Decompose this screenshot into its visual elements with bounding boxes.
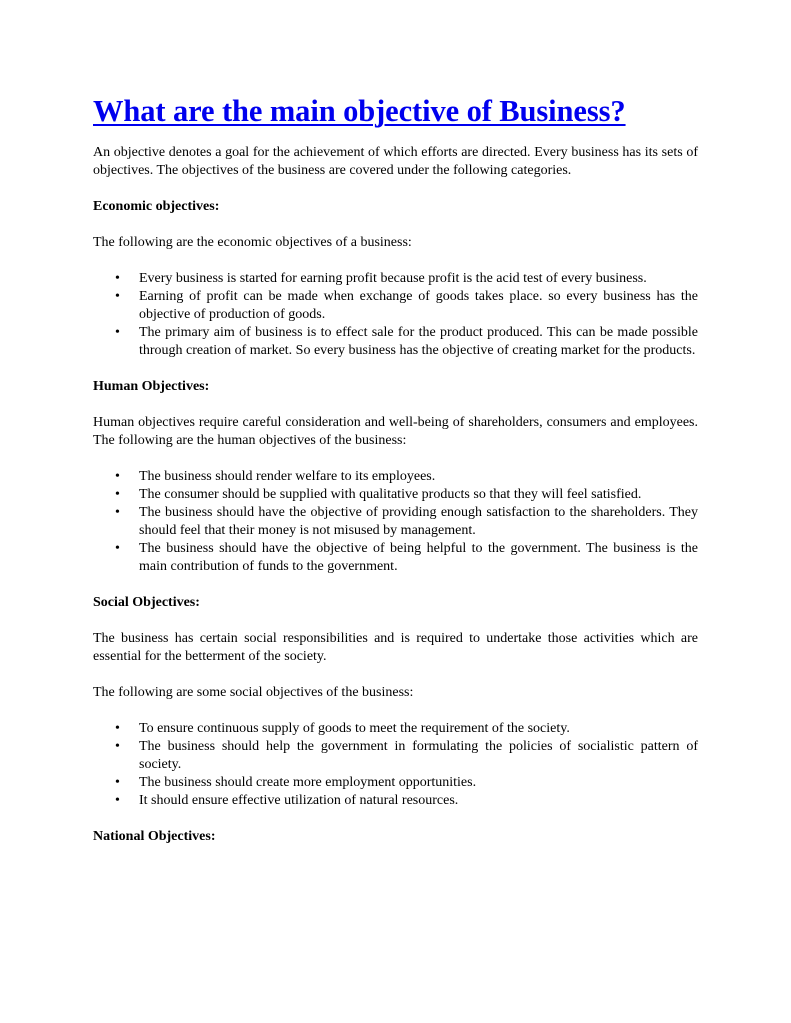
list-item: • The business should render welfare to its employees.: [93, 468, 698, 486]
list-item: • The business should help the government in formulating the policies of socialistic pattern of society.: [93, 738, 698, 774]
list-item: • Earning of profit can be made when exchange of goods takes place. so every business has the objective of production of goods.: [93, 288, 698, 324]
human-lead: Human objectives require careful consideration and well-being of shareholders, consumers and employees. The following are the human objectives of the business:: [93, 415, 698, 448]
social-lead-2: The following are some social objectives of the business:: [93, 685, 414, 700]
document-page: [93, 92, 698, 864]
list-item: • The primary aim of business is to effect sale for the product produced. This can be made possible through creation of market. So every business has the objective of creating market for the products.: [93, 324, 698, 360]
list-item: • The business should have the objective of providing enough satisfaction to the shareholders. They should feel that their money is not misused by management.: [93, 504, 698, 540]
social-list: [93, 720, 698, 810]
list-item: • The business should have the objective of being helpful to the government. The business is the main contribution of funds to the government.: [93, 540, 698, 576]
social-lead-1: The business has certain social responsibilities and is required to undertake those activities which are essential for the betterment of the society.: [93, 631, 698, 664]
social-heading: Social Objectives:: [93, 595, 200, 610]
list-item: • The consumer should be supplied with qualitative products so that they will feel satisfied.: [93, 486, 698, 504]
economic-heading: Economic objectives:: [93, 199, 220, 214]
list-item: • The business should create more employment opportunities.: [93, 774, 698, 792]
human-heading: Human Objectives:: [93, 379, 210, 394]
list-item: • To ensure continuous supply of goods to meet the requirement of the society.: [93, 720, 698, 738]
economic-lead: The following are the economic objectives of a business:: [93, 235, 412, 250]
list-item: • It should ensure effective utilization of natural resources.: [93, 792, 698, 810]
economic-list: [93, 270, 698, 360]
national-heading: National Objectives:: [93, 829, 216, 844]
list-item: • Every business is started for earning profit because profit is the acid test of every business.: [93, 270, 698, 288]
human-list: [93, 468, 698, 576]
page-title-link[interactable]: What are the main objective of Business?: [93, 94, 626, 128]
intro-paragraph: An objective denotes a goal for the achievement of which efforts are directed. Every business has its sets of objectives. The objectives of the business are covered under the following categories.: [93, 145, 698, 178]
